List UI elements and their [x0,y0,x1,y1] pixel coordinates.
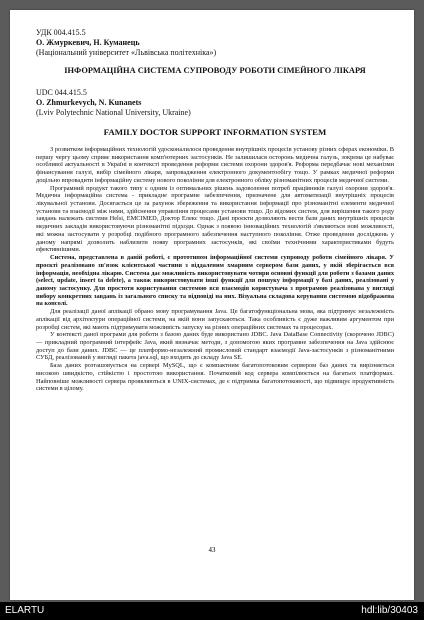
title-en: FAMILY DOCTOR SUPPORT INFORMATION SYSTEM [103,127,327,137]
page-number: 43 [208,546,216,554]
title-ua: ІНФОРМАЦІЙНА СИСТЕМА СУПРОВОДУ РОБОТИ СІМЕЙНОГО ЛІКАРЯ [64,66,366,75]
affiliation-en: (Lviv Polytechnic National University, Ukraine) [36,108,191,117]
document-page [10,10,414,600]
udc-code: UDC 044.415.5 [36,88,87,97]
paragraph: Для реалізації даної аплікації обрано мову програмування Java. Це багатофункціональна мова, яка підтримує незалежність аплікації від архітектури операційної системи, на якій вони запускаються. Така особливість є дуже важливим аргументом при розробці систем, які мають підтримувати можливість запуску на різних операційних системах та процесорах. [36,308,394,331]
paragraph: У контексті даної програми для роботи з базою даних буде використано JDBC. Java DataBase Connectivity (скорочено JDBC) — прикладний програмний інтерфейс Java, який визначає методи, з допомогою яких програмне забезпечення на Java здійснює доступ до бази даних. JDBC — це платформо-незалежний промисловий стандарт взаємодії Java-застосунків з різноманітними СУБД, реалізований у вигляді пакета java.sql, що входить до складу Java SE. [36,331,394,362]
paragraph: Програмний продукт такого типу є одним із оптимальних рішень задоволення потреб працівників галузі охорони здоров'я. Медична інформаційна система - прикладне програмне забезпечення, призначене для автоматизації внутрішніх процесів лікувальної установи. Досягається це за рахунок збереження та використання інформації про різноманітні елементи медичної установи та взаємодії між ними, здійснення управління процесами установи тощо. До відомих систем, для вирішення такого роду завдань належать системи Helsi, EMCIMED, Доктор Елекс тощо. Дані проєкти дозволяють вести бази даних внутрішніх процесів медичних закладів використовуючи різноманітні підходи. Однак з появою інноваційних технологій з'являються нові можливості, які можна застосувати у розробці подібного програмного забезпечення наступного покоління. Отже проведення досліджень у даному напрямі дозволить наблизити появу програмних застосунків, які своїми технічними характеристиками будуть ефективнішими. [36,184,394,254]
paragraph: База даних розташовується на сервері MySQL, що є компактним багатопотоковим сервером баз даних та вирізняється високою швидкістю, стійкістю і простотою використання. Початковий код сервера компілюється на багатьох платформах. Найповніше можливості сервера проявляються в UNIX-системах, де є підтримка багатопотоковості, що підвищує продуктивність системи в цілому. [36,362,394,393]
affiliation-ua: (Національний університет «Львівська політехніка») [36,48,217,57]
footer-bar [0,602,424,620]
handle-label: hdl:lib/30403 [361,605,418,616]
body-text [36,146,394,393]
authors-en: O. Zhmurkevych, N. Kunanets [36,98,142,107]
paragraph: З розвитком інформаційних технологій удосконалилося проведення внутрішніх процесів установу різних сферах економіки. В першу чергу цьому сприяє використання комп'ютерних застосунків. Не залишилася осторонь медична галузь, зокрема це набуває особливої актуальності в Україні в контексті проведення реформи системи охорони здоров'я. Реформа передбачає нові механізми фінансування галузі, вибір сімейного лікаря, запровадження електронного документообігу тощо. У рамках медичної реформи доцільно впровадити інформаційну систему нового покоління для електронного обліку різноманітних процесів медичної системи. [36,146,394,184]
repository-label: ELARTU [5,605,45,616]
authors-ua: О. Жмуркевич, Н. Куманець [36,38,140,47]
paragraph-bold: Система, представлена в даній роботі, є прототипом інформаційної системи супроводу роботи сімейного лікаря. У проєкті реалізовано зв'язок клієнтської частини з віддаленим хмарним сервером бази даних, у якій зберігається вся інформація, необхідна лікарю. Система дає можливість використовувати чотири основні функції для роботи з базами даних (select, update, insert ta delete), а також використовувати інші функції для пошуку інформації у базі даних, реалізовані у даному застосунку. Для простоти користування системою вся взаємодія користувача з програмою реалізована у вигляді вибору конкретних завдань із загального списку та відповіді на них. Візуальна складова керування системою відображена на консолі. [36,254,394,308]
page-content [36,28,394,393]
udk-code: УДК 004.415.5 [36,28,86,37]
